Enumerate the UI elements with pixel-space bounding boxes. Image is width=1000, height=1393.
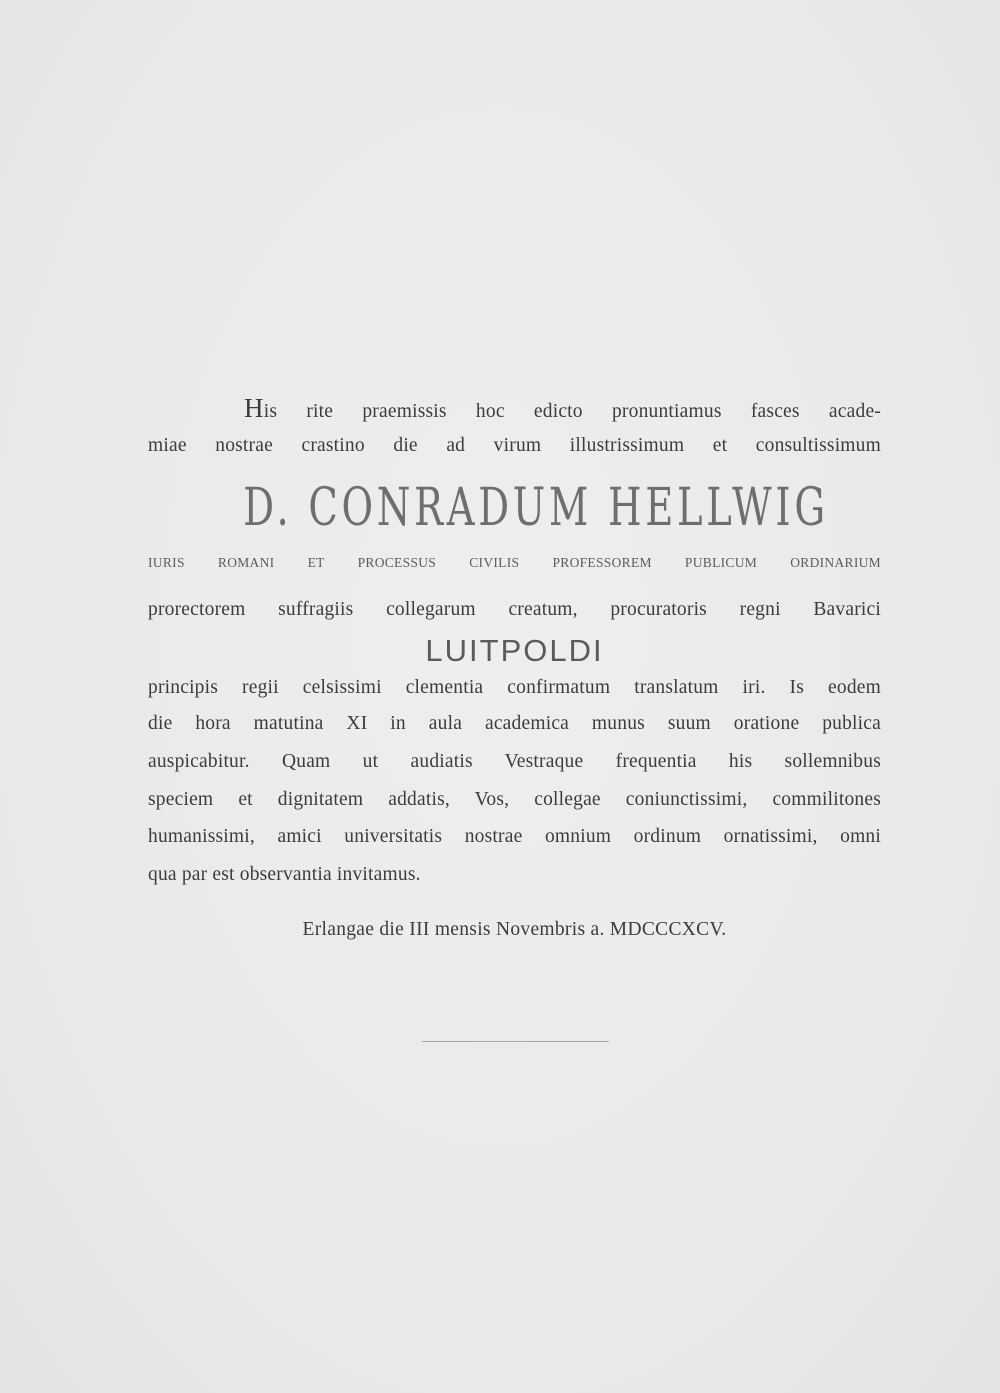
edict-line-1 (244, 393, 881, 424)
edict-line-1-rest: is rite praemissis hoc edicto pronuntiamus fasces acade- (263, 401, 881, 422)
edict-line-2: miae nostrae crastino die ad virum illustrissimum et consultissimum (148, 435, 881, 456)
honoree-name: D. CONRADUM HELLWIG (243, 478, 829, 538)
body-line: die hora matutina XI in aula academica munus suum oratione publica (148, 713, 881, 734)
honoree-title: IURIS ROMANI ET PROCESSUS CIVILIS PROFESSOREM PUBLICUM ORDINARIUM (148, 555, 881, 570)
edict-line-prorector: prorectorem suffragiis collegarum creatum, procuratoris regni Bavarici (148, 599, 881, 620)
closing-rule (422, 1041, 609, 1042)
ruler-name: LUITPOLDI (425, 633, 604, 668)
body-line: speciem et dignitatem addatis, Vos, collegae coniunctissimi, commilitones (148, 789, 881, 810)
body-line-last: qua par est observantia invitamus. (148, 864, 421, 885)
body-line: auspicabitur. Quam ut audiatis Vestraque frequentia his sollemnibus (148, 751, 881, 772)
body-line: humanissimi, amici universitatis nostrae omnium ordinum ornatissimi, omni (148, 826, 881, 847)
drop-cap-letter: H (244, 393, 264, 423)
dateline: Erlangae die III mensis Novembris a. MDCCCXCV. (302, 919, 727, 940)
body-line: principis regii celsissimi clementia confirmatum translatum iri. Is eodem (148, 677, 881, 698)
